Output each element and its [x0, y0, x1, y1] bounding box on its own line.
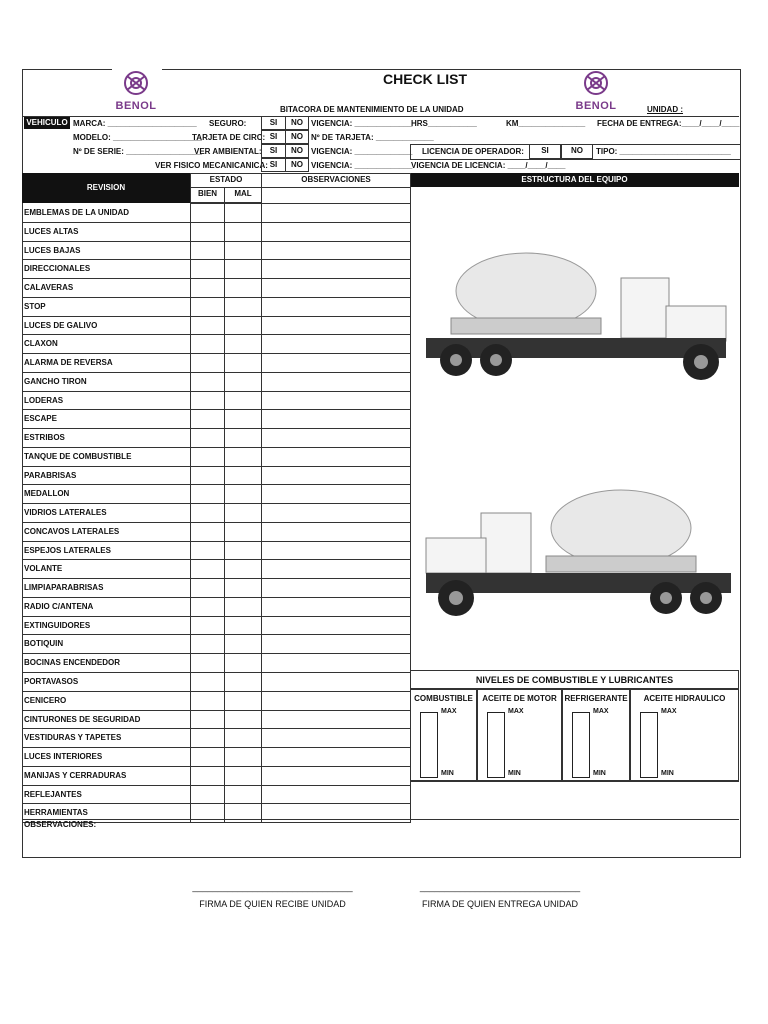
bien-cell[interactable]: [190, 728, 225, 748]
observaciones-cell[interactable]: [261, 578, 411, 598]
mal-cell[interactable]: [224, 578, 262, 598]
divider: [22, 428, 190, 429]
bien-cell[interactable]: [190, 597, 225, 617]
mal-cell[interactable]: [224, 634, 262, 654]
ver-ambiental-label: VER AMBIENTAL:: [194, 147, 262, 156]
divider: [22, 653, 190, 654]
table-row-label: ESCAPE: [24, 414, 57, 424]
bien-cell[interactable]: [190, 522, 225, 542]
observaciones-cell[interactable]: [261, 334, 411, 354]
vigencia-field[interactable]: VIGENCIA: _____________: [311, 161, 413, 170]
observaciones-cell[interactable]: [261, 747, 411, 767]
no-checkbox[interactable]: NO: [285, 130, 309, 144]
divider: [22, 409, 190, 410]
revision-header: REVISION: [22, 173, 190, 203]
observaciones-cell[interactable]: [261, 616, 411, 636]
divider: [22, 316, 190, 317]
seguro-label: SEGURO:: [209, 119, 247, 128]
observaciones-cell[interactable]: [261, 634, 411, 654]
logo-left: [106, 70, 166, 114]
mal-cell[interactable]: [224, 541, 262, 561]
marca-field[interactable]: MARCA: ____________________: [73, 119, 197, 128]
bien-cell[interactable]: [190, 691, 225, 711]
observaciones-cell[interactable]: [261, 691, 411, 711]
table-row-label: CLAXON: [24, 339, 58, 349]
level-gauge[interactable]: [487, 712, 505, 778]
page-title: CHECK LIST: [383, 71, 467, 87]
mal-cell[interactable]: [224, 222, 262, 242]
mal-cell[interactable]: [224, 241, 262, 261]
table-row-label: LUCES DE GALIVO: [24, 320, 98, 330]
table-row-label: PARABRISAS: [24, 470, 77, 480]
si-checkbox[interactable]: SI: [529, 144, 561, 159]
mal-cell[interactable]: [224, 672, 262, 692]
mal-cell[interactable]: [224, 616, 262, 636]
table-row-label: MANIJAS Y CERRADURAS: [24, 770, 127, 780]
divider: [22, 785, 190, 786]
bien-cell[interactable]: [190, 747, 225, 767]
divider: [22, 116, 739, 117]
table-row-label: CINTURONES DE SEGURIDAD: [24, 714, 141, 724]
logo-right: [566, 70, 626, 114]
bien-cell[interactable]: [190, 278, 225, 298]
mal-cell[interactable]: [224, 297, 262, 317]
divider: [22, 278, 190, 279]
divider: [22, 728, 190, 729]
bien-cell[interactable]: [190, 653, 225, 673]
divider: [22, 484, 190, 485]
no-checkbox[interactable]: NO: [285, 116, 309, 130]
min-label: MIN: [441, 770, 454, 777]
hrs-field[interactable]: HRS___________: [411, 119, 477, 128]
mal-cell[interactable]: [224, 447, 262, 467]
no-checkbox[interactable]: NO: [285, 158, 309, 172]
truck-image-area: [411, 188, 738, 668]
table-row-label: CALAVERAS: [24, 283, 74, 293]
divider: [22, 616, 190, 617]
tipo-field[interactable]: TIPO: _________________________: [596, 147, 731, 156]
mal-cell[interactable]: [224, 728, 262, 748]
vigencia-field[interactable]: VIGENCIA: _____________: [311, 119, 413, 128]
observaciones-cell[interactable]: [261, 728, 411, 748]
bien-cell[interactable]: [190, 578, 225, 598]
observaciones-cell[interactable]: [261, 597, 411, 617]
bien-cell[interactable]: [190, 803, 225, 823]
divider: [22, 241, 190, 242]
firma-recibe-label: FIRMA DE QUIEN RECIBE UNIDAD: [199, 899, 346, 909]
divider: [22, 522, 190, 523]
bien-cell[interactable]: [190, 203, 225, 223]
observaciones-cell[interactable]: [261, 447, 411, 467]
nivel-column-header: COMBUSTIBLE: [410, 689, 477, 781]
si-checkbox[interactable]: SI: [261, 130, 286, 144]
observaciones-cell[interactable]: [261, 259, 411, 279]
signature-line-recibe: ________________________________: [192, 882, 353, 892]
bien-cell[interactable]: [190, 241, 225, 261]
observaciones-cell[interactable]: [261, 466, 411, 486]
max-label: MAX: [508, 708, 524, 715]
observaciones-cell[interactable]: [261, 353, 411, 373]
bien-cell[interactable]: [190, 353, 225, 373]
divider: [22, 597, 190, 598]
bien-cell[interactable]: [190, 672, 225, 692]
modelo-field[interactable]: MODELO: ____________________: [73, 133, 202, 142]
observaciones-cell[interactable]: [261, 484, 411, 504]
mal-cell[interactable]: [224, 316, 262, 336]
mal-cell[interactable]: [224, 503, 262, 523]
divider: [22, 578, 190, 579]
bien-cell[interactable]: [190, 391, 225, 411]
nivel-column-header: ACEITE HIDRAULICO: [630, 689, 739, 781]
table-row-label: MEDALLON: [24, 489, 70, 499]
si-checkbox[interactable]: SI: [261, 144, 286, 158]
max-label: MAX: [661, 708, 677, 715]
bien-cell[interactable]: [190, 222, 225, 242]
mal-cell[interactable]: [224, 691, 262, 711]
mal-cell[interactable]: [224, 653, 262, 673]
signature-line-entrega: ________________________________: [419, 882, 581, 892]
niveles-header: NIVELES DE COMBUSTIBLE Y LUBRICANTES: [410, 670, 739, 689]
divider: [22, 803, 190, 804]
tarjeta-field[interactable]: Nº DE TARJETA: _____________: [311, 133, 434, 142]
mal-cell[interactable]: [224, 259, 262, 279]
divider: [22, 819, 739, 820]
si-checkbox[interactable]: SI: [261, 158, 286, 172]
divider: [22, 634, 190, 635]
table-row-label: DIRECCIONALES: [24, 264, 91, 274]
bien-cell[interactable]: [190, 766, 225, 786]
bien-cell[interactable]: [190, 616, 225, 636]
divider: [22, 353, 190, 354]
mal-cell[interactable]: [224, 353, 262, 373]
min-label: MIN: [661, 770, 674, 777]
mal-cell[interactable]: [224, 522, 262, 542]
vigencia-field[interactable]: VIGENCIA: _____________: [311, 147, 413, 156]
ver-fisico-label: VER FISICO MECANICANICA:: [155, 161, 268, 170]
table-row-label: BOTIQUIN: [24, 639, 64, 649]
mal-cell[interactable]: [224, 785, 262, 805]
divider: [22, 391, 190, 392]
estado-header: ESTADO: [190, 173, 262, 188]
observaciones-cell[interactable]: [261, 278, 411, 298]
level-gauge[interactable]: [420, 712, 438, 778]
nivel-column-header: ACEITE DE MOTOR: [477, 689, 562, 781]
page-subtitle: BITACORA DE MANTENIMIENTO DE LA UNIDAD: [280, 105, 464, 114]
divider: [22, 541, 190, 542]
bien-cell[interactable]: [190, 372, 225, 392]
bien-cell[interactable]: [190, 634, 225, 654]
table-row-label: REFLEJANTES: [24, 789, 82, 799]
unidad-label: UNIDAD :: [647, 105, 683, 114]
mal-cell[interactable]: [224, 484, 262, 504]
bien-cell[interactable]: [190, 559, 225, 579]
observaciones-cell[interactable]: [261, 785, 411, 805]
nivel-column-header: REFRIGERANTE: [562, 689, 630, 781]
observaciones-cell[interactable]: [261, 541, 411, 561]
mal-cell[interactable]: [224, 766, 262, 786]
bien-cell[interactable]: [190, 259, 225, 279]
mal-cell[interactable]: [224, 803, 262, 823]
observaciones-cell[interactable]: [261, 391, 411, 411]
si-checkbox[interactable]: SI: [261, 116, 286, 130]
divider: [22, 222, 190, 223]
observaciones-cell[interactable]: [261, 710, 411, 730]
table-row-label: TANQUE DE COMBUSTIBLE: [24, 451, 132, 461]
licencia-label: LICENCIA DE OPERADOR:: [422, 147, 524, 156]
vehiculo-label: VEHICULO: [24, 117, 70, 129]
no-checkbox[interactable]: NO: [561, 144, 593, 159]
table-row-label: LODERAS: [24, 395, 64, 405]
mixer-truck-right-image: [426, 253, 726, 380]
observaciones-cell[interactable]: [261, 522, 411, 542]
mal-cell[interactable]: [224, 391, 262, 411]
divider: [22, 559, 190, 560]
table-row-label: HERRAMIENTAS: [24, 808, 88, 818]
observaciones-cell[interactable]: [261, 372, 411, 392]
mal-cell[interactable]: [224, 409, 262, 429]
bien-cell[interactable]: [190, 484, 225, 504]
mal-cell[interactable]: [224, 710, 262, 730]
observaciones-cell[interactable]: [261, 428, 411, 448]
observaciones-cell[interactable]: [261, 803, 411, 823]
divider: [22, 466, 190, 467]
observaciones-cell[interactable]: [261, 409, 411, 429]
bien-cell[interactable]: [190, 466, 225, 486]
divider: [22, 334, 190, 335]
bien-cell[interactable]: [190, 409, 225, 429]
table-row-label: CENICERO: [24, 695, 67, 705]
observaciones-cell[interactable]: [261, 672, 411, 692]
divider: [410, 781, 739, 782]
observaciones-cell[interactable]: [261, 653, 411, 673]
bien-cell[interactable]: [190, 541, 225, 561]
observaciones-cell[interactable]: [261, 766, 411, 786]
bien-cell[interactable]: [190, 785, 225, 805]
km-field[interactable]: KM_______________: [506, 119, 586, 128]
table-row-label: GANCHO TIRON: [24, 376, 87, 386]
brand-name: BENOL: [115, 100, 157, 112]
table-row-label: VIDRIOS LATERALES: [24, 508, 107, 518]
table-row-label: LIMPIAPARABRISAS: [24, 583, 104, 593]
mal-header: MAL: [224, 187, 262, 203]
mal-cell[interactable]: [224, 747, 262, 767]
divider: [22, 691, 190, 692]
fecha-entrega-field[interactable]: FECHA DE ENTREGA:____/____/____: [597, 119, 740, 128]
table-row-label: LUCES BAJAS: [24, 245, 81, 255]
observaciones-footer-label: OBSERVACIONES:: [24, 820, 97, 829]
table-row-label: LUCES INTERIORES: [24, 752, 103, 762]
table-row-label: LUCES ALTAS: [24, 226, 79, 236]
vigencia-licencia-field[interactable]: VIGENCIA DE LICENCIA: ____/____/____: [411, 161, 566, 170]
mal-cell[interactable]: [224, 203, 262, 223]
observaciones-header: OBSERVACIONES: [261, 173, 411, 188]
bien-cell[interactable]: [190, 447, 225, 467]
table-row-label: ALARMA DE REVERSA: [24, 358, 113, 368]
min-label: MIN: [593, 770, 606, 777]
bien-cell[interactable]: [190, 503, 225, 523]
divider: [22, 710, 190, 711]
divider: [22, 297, 190, 298]
table-row-label: PORTAVASOS: [24, 677, 79, 686]
divider: [22, 766, 190, 767]
divider: [22, 503, 190, 504]
observaciones-cell[interactable]: [261, 559, 411, 579]
no-checkbox[interactable]: NO: [285, 144, 309, 158]
max-label: MAX: [441, 708, 457, 715]
table-row-label: EMBLEMAS DE LA UNIDAD: [24, 208, 130, 217]
table-row-label: BOCINAS ENCENDEDOR: [24, 658, 121, 668]
table-row-label: ESPEJOS LATERALES: [24, 545, 111, 555]
firma-entrega-label: FIRMA DE QUIEN ENTREGA UNIDAD: [421, 899, 579, 909]
table-row-label: EXTINGUIDORES: [24, 620, 91, 630]
table-row-label: CONCAVOS LATERALES: [24, 526, 120, 536]
truck-illustrations: [411, 188, 738, 668]
bien-cell[interactable]: [190, 334, 225, 354]
bien-cell[interactable]: [190, 316, 225, 336]
bien-cell[interactable]: [190, 297, 225, 317]
estructura-header: ESTRUCTURA DEL EQUIPO: [410, 173, 739, 187]
mal-cell[interactable]: [224, 334, 262, 354]
divider: [22, 747, 190, 748]
divider: [22, 372, 190, 373]
brand-name: BENOL: [575, 100, 617, 112]
table-row-label: VESTIDURAS Y TAPETES: [24, 733, 122, 743]
table-row-label: STOP: [24, 301, 46, 311]
divider: [22, 447, 190, 448]
bien-cell[interactable]: [190, 710, 225, 730]
table-row-label: RADIO C/ANTENA: [24, 601, 94, 611]
table-row-label: VOLANTE: [24, 564, 63, 574]
mal-cell[interactable]: [224, 597, 262, 617]
observaciones-cell[interactable]: [261, 503, 411, 523]
bien-header: BIEN: [190, 187, 225, 203]
table-row-label: ESTRIBOS: [24, 433, 65, 443]
mal-cell[interactable]: [224, 559, 262, 579]
tarjeta-circ-label: TARJETA DE CIRC:: [192, 133, 266, 142]
mixer-truck-left-image: [426, 490, 731, 616]
divider: [22, 259, 190, 260]
observaciones-cell[interactable]: [261, 297, 411, 317]
mal-cell[interactable]: [224, 278, 262, 298]
observaciones-cell[interactable]: [261, 316, 411, 336]
level-gauge[interactable]: [572, 712, 590, 778]
max-label: MAX: [593, 708, 609, 715]
mal-cell[interactable]: [224, 466, 262, 486]
observaciones-cell[interactable]: [261, 222, 411, 242]
observaciones-cell[interactable]: [261, 241, 411, 261]
min-label: MIN: [508, 770, 521, 777]
observaciones-cell[interactable]: [261, 203, 411, 223]
bien-cell[interactable]: [190, 428, 225, 448]
serie-field[interactable]: Nº DE SERIE: _________________: [73, 147, 202, 156]
divider: [22, 672, 190, 673]
level-gauge[interactable]: [640, 712, 658, 778]
mal-cell[interactable]: [224, 428, 262, 448]
mal-cell[interactable]: [224, 372, 262, 392]
